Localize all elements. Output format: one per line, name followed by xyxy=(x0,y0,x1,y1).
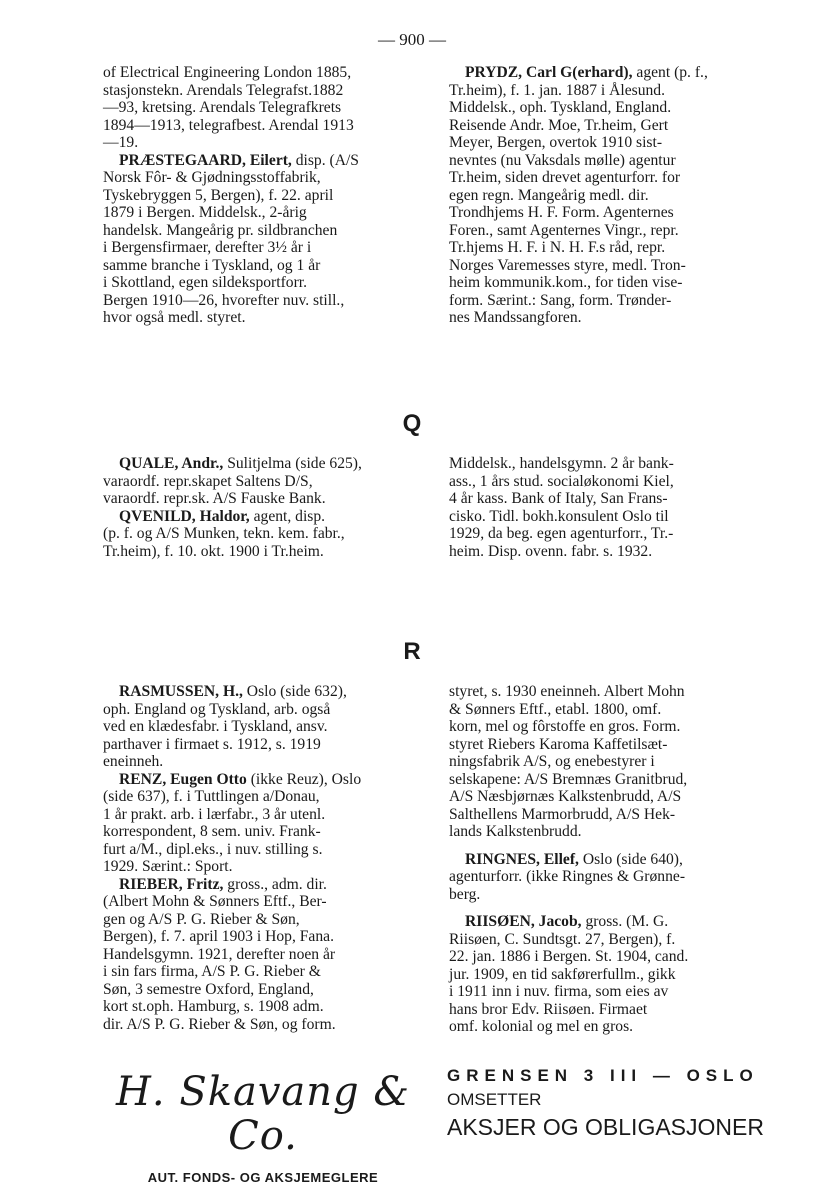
entry-qvenild: QVENILD, Haldor, agent, disp. (p. f. og A/S Munken, tekn. kem. fabr., Tr.heim), f. 10. okt. 1900 i Tr.heim. xyxy=(103,507,345,560)
entry-rieber-continued: styret, s. 1930 eneinneh. Albert Mohn & Sønners Eftf., etabl. 1800, omf. korn, mel og fôrstoffe en gros. Form. styret Riebers Karoma Kaffetilsæt- ningsfabrik A/S, og enebestyrer i selskapene: A/S Bremnæs Granitbrud, A/S Næsbjørnæs Kalkstenbrudd, A/S Salthellens Marmorbrudd, A/S Hek- lands Kalkstenbrudd. xyxy=(449,683,688,840)
entry-renz: RENZ, Eugen Otto (ikke Reuz), Oslo (side 637), f. i Tuttlingen a/Donau, 1 år prakt. arb. i lærfabr., 3 år utenl. korrespondent, 8 sem. univ. Frank- furt a/M., dipl.eks., i nuv. stilling s. 1929. Særint.: Sport. xyxy=(103,770,362,875)
entry-riisoen: RIISØEN, Jacob, gross. (M. G. Riisøen, C. Sundtsgt. 27, Bergen), f. 22. jan. 1886 i Bergen. St. 1904, cand. jur. 1909, en tid sakførerfullm., gikk i 1911 inn i nuv. firma, som eies av hans bror Edv. Riisøen. Firmaet omf. kolonial og mel en gros. xyxy=(449,913,689,1035)
entry-headword: PRYDZ, Carl G(erhard), xyxy=(465,64,633,81)
entry-headword: QVENILD, Haldor, xyxy=(119,507,250,525)
entry-headword: RIEBER, Fritz, xyxy=(119,875,224,893)
advertisement-skavang xyxy=(102,1070,424,1185)
q-right-column xyxy=(449,455,769,560)
entry-praestegaard: PRÆSTEGAARD, Eilert, disp. (A/S Norsk Fôr- & Gjødningsstoffabrik, Tyskebryggen 5, Bergen), f. 22. april 1879 i Bergen. Middelsk., 2-årig handelsk. Mangeårig pr. sildbranchen i Bergensfirmaer, derefter 3½ år i samme branche i Tyskland, og 1 år i Skottland, egen sildeksportforr. Bergen 1910—26, hvorefter nuv. still., hvor også medl. styret. xyxy=(103,151,359,326)
entry-rieber: RIEBER, Fritz, gross., adm. dir. (Albert Mohn & Sønners Eftf., Ber- gen og A/S P. G. Rieber & Søn, Bergen), f. 7. april 1903 i Hop, Fana. Handelsgymn. 1921, derefter noen år i sin fars firma, A/S P. G. Rieber & Søn, 3 semestre Oxford, England, kort st.oph. Hamburg, s. 1908 adm. dir. A/S P. G. Rieber & Søn, og form. xyxy=(103,875,336,1033)
section-letter-q: Q xyxy=(402,410,422,437)
skavang-logo: H. Skavang & Co. xyxy=(116,1069,410,1159)
entry-quale: QUALE, Andr., Sulitjelma (side 625), varaordf. repr.skapet Saltens D/S, varaordf. repr.sk. A/S Fauske Bank. xyxy=(103,455,362,507)
advertisement-grensen xyxy=(447,1066,777,1141)
r-right-column xyxy=(449,683,769,1036)
entry-rasmussen: RASMUSSEN, H., Oslo (side 632), oph. England og Tyskland, arb. også ved en klædesfabr. i Tyskland, ansv. parthaver i firmaet s. 1912, s. 1919 eneinneh. xyxy=(103,683,347,770)
top-right-column xyxy=(449,64,769,327)
entry-headword: QUALE, Andr., xyxy=(119,455,224,472)
entry-ringnes: RINGNES, Ellef, Oslo (side 640), agenturforr. (ikke Ringnes & Grønne- berg. xyxy=(449,850,686,903)
ad-address: GRENSEN 3 III — OSLO xyxy=(447,1066,759,1085)
entry-headword: RINGNES, Ellef, xyxy=(465,850,579,868)
continued-entry: of Electrical Engineering London 1885, stasjonstekn. Arendals Telegrafst.1882 —93, kretsing. Arendals Telegrafkrets 1894—1913, telegrafbest. Arendal 1913 —19. xyxy=(103,64,354,151)
entry-headword: RENZ, Eugen Otto xyxy=(119,770,247,788)
section-letter-r: R xyxy=(403,638,421,665)
skavang-subtitle: AUT. FONDS- OG AKSJEMEGLERE xyxy=(147,1170,379,1185)
entry-qvenild-continued: Middelsk., handelsgymn. 2 år bank- ass., 1 års stud. socialøkonomi Kiel, 4 år kass. Bank of Italy, San Frans- cisko. Tidl. bokh.konsulent Oslo til 1929, da beg. egen agenturforr., Tr.- heim. Disp. ovenn. fabr. s. 1932. xyxy=(449,455,674,560)
top-left-column xyxy=(103,64,423,327)
r-left-column xyxy=(103,683,423,1033)
page-number: — 900 — xyxy=(378,30,446,49)
entry-headword: RIISØEN, Jacob, xyxy=(465,913,582,930)
ad-tagline: AKSJER OG OBLIGASJONER xyxy=(447,1114,764,1140)
q-left-column xyxy=(103,455,423,560)
entry-headword: RASMUSSEN, H., xyxy=(119,683,243,700)
entry-prydz: PRYDZ, Carl G(erhard), agent (p. f., Tr.heim), f. 1. jan. 1887 i Ålesund. Middelsk., oph. Tyskland, England. Reisende Andr. Moe, Tr.heim, Gert Meyer, Bergen, overtok 1910 sist- nevntes (nu Vaksdals mølle) agentur Tr.heim, siden drevet agenturforr. for egen regn. Mangeårig medl. dir. Trondhjems H. F. Form. Agenternes Foren., samt Agenternes Vingr., repr. Tr.hjems H. F. i N. H. F.s råd, repr. Norges Varemesses styre, medl. Tron- heim kommunik.kom., for tiden vise- form. Særint.: Sang, form. Trønder- nes Mandssangforen. xyxy=(449,64,708,326)
entry-headword: PRÆSTEGAARD, Eilert, xyxy=(119,151,292,169)
ad-omsetter: OMSETTER xyxy=(447,1090,542,1109)
